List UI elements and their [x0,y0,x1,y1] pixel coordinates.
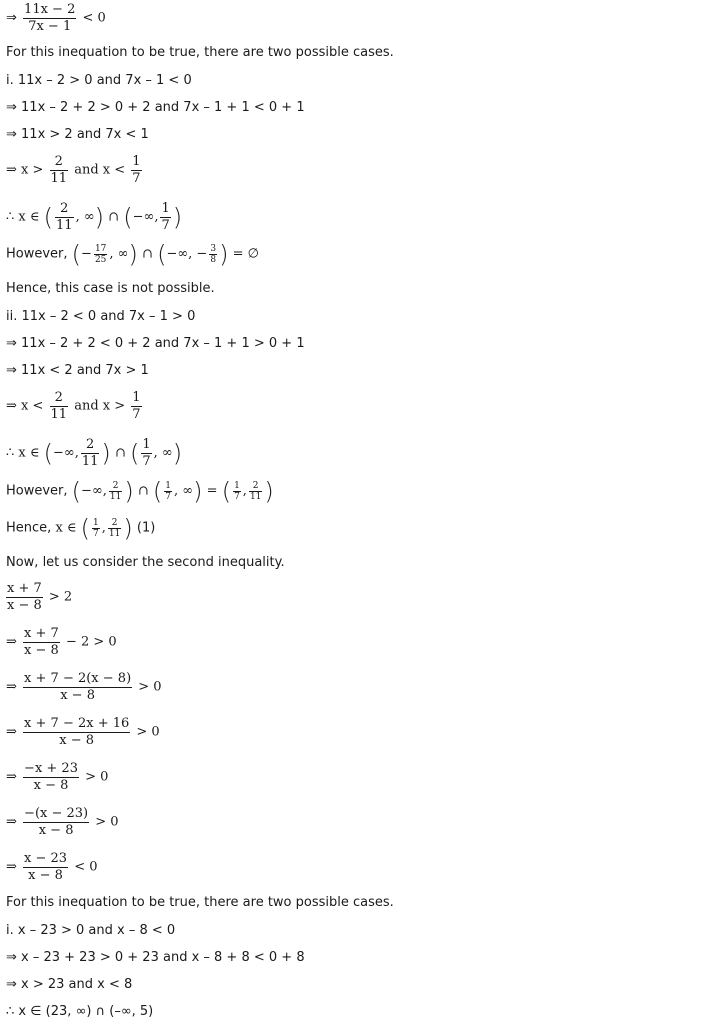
denominator: 11 [50,407,68,422]
equation-number: (1) [136,520,156,536]
denominator: 25 [94,255,107,265]
expr-part: , ∞ [153,445,173,461]
denominator: 11 [81,454,99,469]
numerator: 1 [93,518,99,528]
expr-part: Hence, [6,520,52,536]
expr-part: −∞, [132,209,159,225]
text-two-cases: For this inequation to be true, there are two possible cases. [6,45,394,60]
numerator: 1 [165,481,172,491]
numerator: 1 [234,481,240,491]
numerator: x + 7 [24,626,59,641]
denominator: x − 8 [7,598,42,613]
denominator: 11 [56,218,73,233]
case-i-step-3 [6,154,144,187]
equals-symbol: = [206,483,218,499]
implies-symbol: ⇒ [6,859,17,875]
numerator: 2 [109,481,122,492]
case-i-heading-2: i. x – 23 > 0 and x – 8 < 0 [6,923,176,938]
numerator: 1 [132,390,141,405]
numerator: −(x − 23) [24,806,89,821]
denominator: 7 [165,492,172,502]
expr-part: ⇒ x < [6,398,44,414]
case-ii-however: However, (−∞, $\frac{2}{11}$ ) ∩ ( $\frac{1}{7}$ , ∞) = ( $\frac{1}{7}$ , $\frac{2}{11}$ ) [6,477,274,506]
implies-symbol: ⇒ [6,724,17,740]
numerator: 1 [161,201,170,216]
second-step-4 [6,761,108,794]
denominator: 11 [108,529,121,539]
case-ii-step-2: ⇒ 11x < 2 and 7x > 1 [6,363,149,378]
case-ii-interval: ∴ x ∈ (−∞, $\frac{2}{11}$ ) ∩ ( $\frac{1}{7}$ , ∞) [6,437,183,469]
numerator: 3 [210,244,217,254]
denominator: 7 [132,171,141,186]
case-ii-step-3 [6,390,144,423]
case-i-step-1-2: ⇒ x – 23 + 23 > 0 + 23 and x – 8 + 8 < 0 + 8 [6,950,305,965]
text-second-inequality: Now, let us consider the second inequality. [6,555,285,570]
numerator: 1 [142,437,151,452]
intersection-symbol: ∩ [142,246,153,262]
denominator: 11 [50,171,68,186]
denominator: x − 8 [59,733,95,748]
case-i-interval-2: ∴ x ∈ (23, ∞) ∩ (–∞, 5) [6,1004,154,1019]
expr-part: , ∞ [109,246,129,262]
case-i-interval: ∴ x ∈ ( $\frac{2}{11}$ , ∞) ∩ (−∞, $\frac{1}{7}$ ) [6,201,183,233]
case-ii-result: Hence, x ∈ ( $\frac{1}{7}$ , $\frac{2}{11}$ ) (1) [6,514,156,543]
numerator: 2 [50,390,69,407]
expr-part: and x < [74,162,126,178]
denominator: x − 8 [33,778,69,793]
numerator: x + 7 [7,581,42,596]
numerator: 2 [249,481,262,492]
denominator: x − 8 [28,868,63,883]
numerator: x − 23 [24,851,68,866]
numerator: 11x − 2 [24,2,76,17]
expr-part: > 0 [138,679,162,695]
case-i-heading: i. 11x – 2 > 0 and 7x – 1 < 0 [6,73,192,88]
expr-part: −∞, − [166,246,208,262]
expr-part: ∴ x ∈ [6,209,40,225]
expr-part: , ∞ [75,209,95,225]
text-case-not-possible: Hence, this case is not possible. [6,281,215,296]
numerator: 17 [94,244,107,254]
numerator: 2 [50,154,69,171]
denominator: 11 [249,492,262,502]
expr-part: − 2 > 0 [65,634,117,650]
expr-part: ⇒ x > [6,162,44,178]
expr-part: , ∞ [174,483,194,499]
expr-part: However, [6,483,68,499]
case-i-step-2: ⇒ 11x > 2 and 7x < 1 [6,127,149,142]
numerator: 2 [108,518,121,529]
denominator: 7x − 1 [28,19,72,34]
intersection-symbol: ∩ [108,209,120,225]
denominator: 11 [109,492,122,502]
second-step-3 [6,716,160,749]
case-ii-step-1: ⇒ 11x – 2 + 2 < 0 + 2 and 7x – 1 + 1 > 0 + 1 [6,336,305,351]
denominator: x − 8 [60,688,95,703]
numerator: 1 [132,154,141,169]
case-ii-heading: ii. 11x – 2 < 0 and 7x – 1 > 0 [6,309,196,324]
denominator: 7 [93,529,99,539]
inequality-tail: < 0 [82,10,106,26]
intersection-symbol: ∩ [114,445,126,461]
second-step-6 [6,851,98,884]
denominator: 7 [142,454,151,469]
numerator: 2 [55,201,74,218]
expr-part: and x > [74,398,126,414]
expr-part: −∞, [81,483,107,499]
expr-part: > 0 [136,724,160,740]
implies-symbol: ⇒ [6,634,17,650]
text-two-cases-2: For this inequation to be true, there are two possible cases. [6,895,394,910]
expr-part: > 2 [48,589,73,605]
denominator: 7 [132,407,141,422]
implies-symbol: ⇒ [6,769,17,785]
expr-part: > 0 [95,814,119,830]
denominator: 7 [161,218,170,233]
expr-part: x ∈ [55,520,77,536]
case-i-step-2-2: ⇒ x > 23 and x < 8 [6,977,133,992]
expr-part: ∴ x ∈ [6,445,40,461]
expr-part: − [81,246,92,262]
expr-part: = ∅ [232,246,259,262]
intersection-symbol: ∩ [137,483,149,499]
step-fraction-11x [6,2,106,35]
case-i-however: However, (− $\frac{17}{25}$ , ∞) ∩ (−∞, − $\frac{3}{8}$ ) = ∅ [6,240,259,269]
second-step-1 [6,626,117,659]
expr-part: < 0 [74,859,98,875]
numerator: x + 7 − 2(x − 8) [24,671,132,686]
expr-part: However, [6,246,68,262]
second-step-2 [6,671,162,704]
second-step-5 [6,806,119,839]
denominator: 8 [210,255,217,265]
denominator: 7 [234,492,240,502]
denominator: x − 8 [38,823,74,838]
implies-symbol: ⇒ [6,10,17,26]
implies-symbol: ⇒ [6,814,17,830]
numerator: 2 [81,437,100,454]
denominator: x − 8 [24,643,59,658]
implies-symbol: ⇒ [6,679,17,695]
expr-part: > 0 [85,769,109,785]
expr-part: −∞, [53,445,79,461]
second-inequality [6,581,72,614]
case-i-step-1: ⇒ 11x – 2 + 2 > 0 + 2 and 7x – 1 + 1 < 0 + 1 [6,100,305,115]
numerator: x + 7 − 2x + 16 [24,716,130,731]
numerator: −x + 23 [24,761,78,776]
